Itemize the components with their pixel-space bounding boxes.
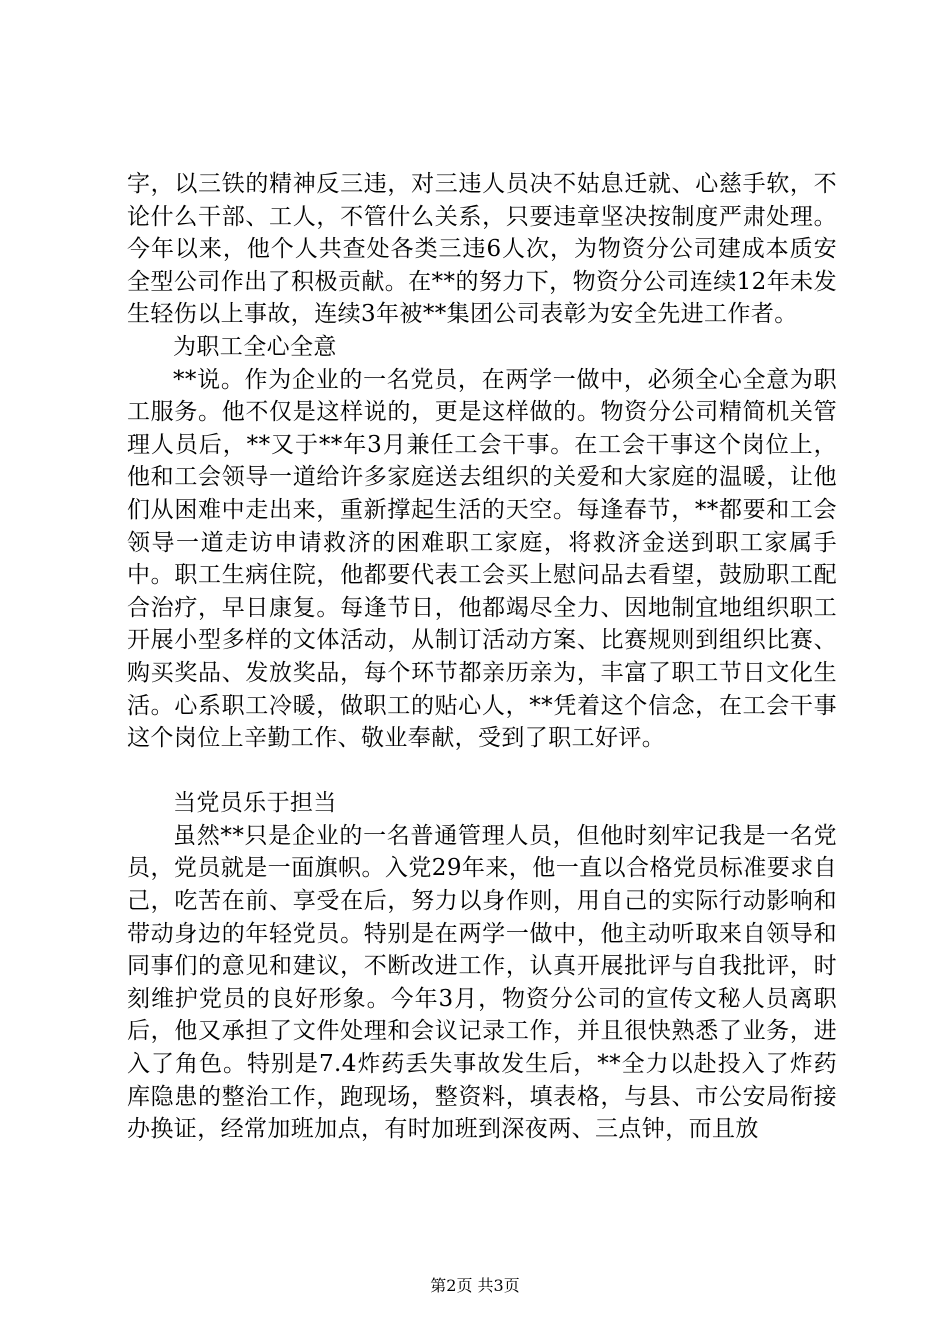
document-body	[127, 168, 837, 1146]
page-footer: 第2页 共3页	[430, 1276, 520, 1295]
paragraph-gap	[127, 755, 837, 788]
paragraph-serve-workers: **说。作为企业的一名党员，在两学一做中，必须全心全意为职工服务。他不仅是这样说的，更是这样做的。物资分公司精简机关管理人员后，**又于**年3月兼任工会干事。在工会干事这个岗位上，他和工会领导一道给许多家庭送去组织的关爱和大家庭的温暖，让他们从困难中走出来，重新撑起生活的天空。每逢春节，**都要和工会领导一道走访申请救济的困难职工家庭，将救济金送到职工家属手中。职工生病住院，他都要代表工会买上慰问品去看望，鼓励职工配合治疗，早日康复。每逢节日，他都竭尽全力、因地制宜地组织职工开展小型多样的文体活动，从制订活动方案、比赛规则到组织比赛、购买奖品、发放奖品，每个环节都亲历亲为，丰富了职工节日文化生活。心系职工冷暖，做职工的贴心人，**凭着这个信念，在工会干事这个岗位上辛勤工作、敬业奉献，受到了职工好评。	[127, 366, 837, 752]
section-heading-party-member: 当党员乐于担当	[173, 790, 337, 817]
paragraph-intro: 字，以三铁的精神反三违，对三违人员决不姑息迁就、心慈手软，不论什么干部、工人，不管什么关系，只要违章坚决按制度严肃处理。今年以来，他个人共查处各类三违6人次，为物资分公司建成本质安全型公司作出了积极贡献。在**的努力下，物资分公司连续12年未发生轻伤以上事故，连续3年被**集团公司表彰为安全先进工作者。	[127, 171, 837, 328]
paragraph-party-member: 虽然**只是企业的一名普通管理人员，但他时刻牢记我是一名党员，党员就是一面旗帜。入党29年来，他一直以合格党员标准要求自己，吃苦在前、享受在后，努力以身作则，用自己的实际行动影响和带动身边的年轻党员。特别是在两学一做中，他主动听取来自领导和同事们的意见和建议，不断改进工作，认真开展批评与自我批评，时刻维护党员的良好形象。今年3月，物资分公司的宣传文秘人员离职后，他又承担了文件处理和会议记录工作，并且很快熟悉了业务，进入了角色。特别是7.4炸药丢失事故发生后，**全力以赴投入了炸药库隐患的整治工作，跑现场，整资料，填表格，与县、市公安局衔接办换证，经常加班加点，有时加班到深夜两、三点钟，而且放	[127, 822, 837, 1143]
section-heading-serve-workers: 为职工全心全意	[173, 333, 337, 360]
